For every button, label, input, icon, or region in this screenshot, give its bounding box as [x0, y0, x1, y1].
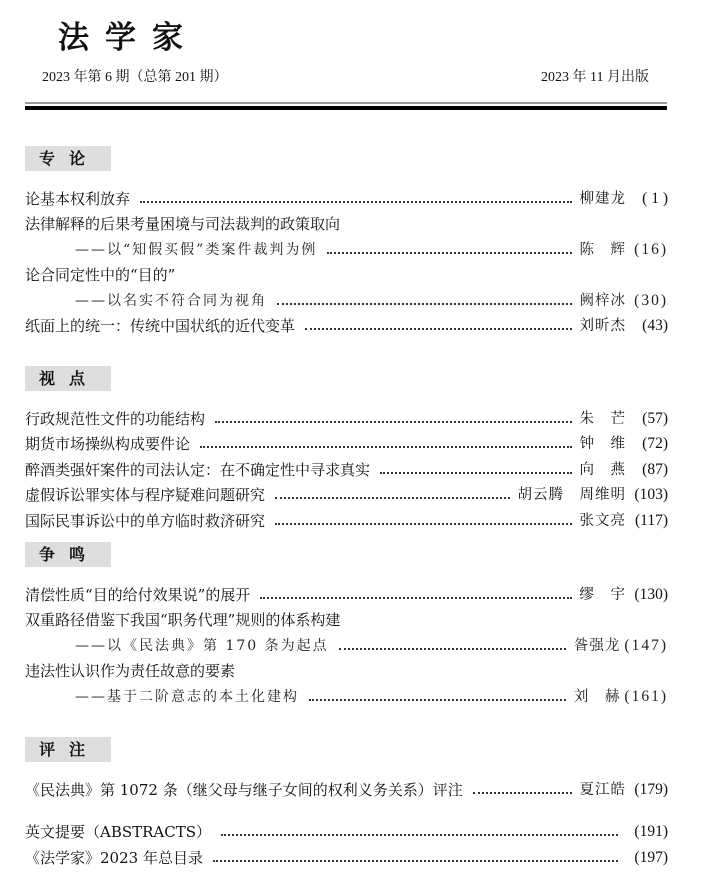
section-pingzhu: [25, 737, 668, 868]
entry-title: ——以《民法典》第 170 条为起点: [75, 637, 329, 654]
entry-page: (161): [624, 687, 668, 705]
entry-title: ——基于二阶意志的本土化建构: [75, 688, 299, 705]
entry-page: (57): [642, 409, 668, 427]
section-heading: 专论: [25, 146, 111, 171]
entry-title: 纸面上的统一：传统中国状纸的近代变革: [25, 317, 296, 335]
entry-title: 《民法典》第 1072 条（继父母与继子女间的权利义务关系）评注: [25, 780, 463, 799]
toc-entry[interactable]: [25, 183, 668, 209]
toc-entry[interactable]: [25, 817, 668, 843]
toc-entry[interactable]: [25, 842, 668, 868]
entry-title: 《法学家》2023 年总目录: [25, 848, 203, 867]
entry-title: 行政规范性文件的功能结构: [25, 409, 206, 428]
toc-subtitle-row[interactable]: [25, 681, 668, 707]
entry-author: 刘 赫: [573, 688, 621, 705]
section-heading: 评注: [25, 737, 111, 762]
entry-title: 期货市场操纵构成要件论: [25, 435, 191, 453]
dot-leader: [200, 446, 571, 448]
entry-title: 虚假诉讼罪实体与程序疑难问题研究: [25, 486, 266, 504]
entry-author: 刘昕杰: [579, 318, 626, 334]
toc-entry[interactable]: [25, 429, 668, 455]
entry-author: 钟 维: [579, 436, 626, 452]
journal-title: 法学家: [58, 20, 199, 56]
toc-subtitle-row[interactable]: [25, 285, 668, 311]
entry-page: (87): [642, 460, 668, 478]
toc-subtitle-row[interactable]: [25, 630, 668, 656]
entry-author: 陈 辉: [579, 241, 626, 258]
entry-title: 清偿性质“目的给付效果说”的展开: [25, 585, 251, 604]
toc-entry[interactable]: [25, 454, 668, 480]
entry-title: 英文提要（ABSTRACTS）: [25, 823, 212, 841]
toc-entry[interactable]: [25, 505, 668, 531]
dot-leader: [277, 303, 572, 305]
entry-page: (179): [634, 780, 668, 798]
entry-author: 夏江皓: [579, 781, 626, 798]
entry-page: (147): [624, 636, 668, 654]
dot-leader: [327, 252, 571, 254]
entry-title: 违法性认识作为责任故意的要素: [25, 662, 236, 680]
toc-entry[interactable]: [25, 579, 668, 605]
entry-author: 阙梓冰: [579, 292, 626, 309]
dot-leader: [140, 201, 571, 203]
dot-leader: [380, 472, 571, 474]
dot-leader: [309, 699, 566, 701]
publication-date: 2023 年 11 月出版: [541, 70, 649, 85]
dot-leader: [275, 497, 509, 499]
entry-page: (16): [634, 240, 668, 258]
entry-page: (197): [634, 848, 668, 866]
entry-author: 朱 芒: [579, 410, 626, 427]
dot-leader: [473, 792, 572, 794]
toc-entry[interactable]: [25, 605, 668, 631]
toc-entry[interactable]: [25, 774, 668, 800]
entry-page: (191): [634, 823, 668, 840]
toc-subtitle-row[interactable]: [25, 234, 668, 260]
entry-title: 法律解释的后果考量困境与司法裁判的政策取向: [25, 215, 341, 233]
toc-entry[interactable]: [25, 311, 668, 337]
toc-entry[interactable]: [25, 480, 668, 506]
entry-page: (43): [642, 317, 668, 334]
entry-page: (130): [634, 585, 668, 603]
entry-page: (117): [635, 511, 668, 529]
entry-page: (72): [642, 435, 668, 452]
entry-title: 论基本权利放弃: [25, 189, 131, 208]
section-shidian: [25, 366, 668, 531]
dot-leader: [275, 523, 571, 525]
entry-title: ——以“知假买假”类案件裁判为例: [75, 241, 318, 258]
toc-entry[interactable]: [25, 209, 668, 235]
entry-title: 论合同定性中的“目的”: [25, 266, 176, 284]
entry-title: ——以名实不符合同为视角: [75, 292, 267, 309]
section-zhengming: [25, 542, 668, 707]
toc-entry[interactable]: [25, 260, 668, 286]
issue-number: 2023 年第 6 期（总第 201 期）: [42, 70, 228, 85]
section-heading: 争鸣: [25, 542, 111, 567]
section-heading: 视点: [25, 366, 111, 391]
dot-leader: [260, 597, 571, 599]
entry-author: 柳建龙: [579, 190, 626, 207]
dot-leader: [215, 421, 571, 423]
entry-author: 缪 宇: [579, 586, 626, 603]
dot-leader: [221, 834, 618, 836]
entry-title: 醉酒类强奸案件的司法认定：在不确定性中寻求真实: [25, 460, 371, 479]
entry-title: 国际民事诉讼中的单方临时救济研究: [25, 511, 266, 530]
header-rule-thick: [25, 106, 667, 110]
toc-entry[interactable]: [25, 656, 668, 682]
entry-author: 向 燕: [579, 461, 626, 478]
dot-leader: [339, 648, 566, 650]
toc-entry[interactable]: [25, 403, 668, 429]
entry-page: ( 1 ): [642, 189, 668, 207]
dot-leader: [305, 328, 571, 330]
entry-page: (30): [634, 291, 668, 309]
dot-leader: [213, 860, 618, 862]
entry-page: (103): [634, 486, 668, 503]
entry-author: 张文亮: [579, 512, 626, 529]
section-zhuanlun: [25, 146, 668, 336]
header-rule-thin: [25, 102, 667, 104]
entry-author: 昝强龙: [573, 637, 621, 654]
entry-title: 双重路径借鉴下我国“职务代理”规则的体系构建: [25, 611, 341, 629]
entry-author: 胡云腾 周维明: [517, 487, 626, 503]
